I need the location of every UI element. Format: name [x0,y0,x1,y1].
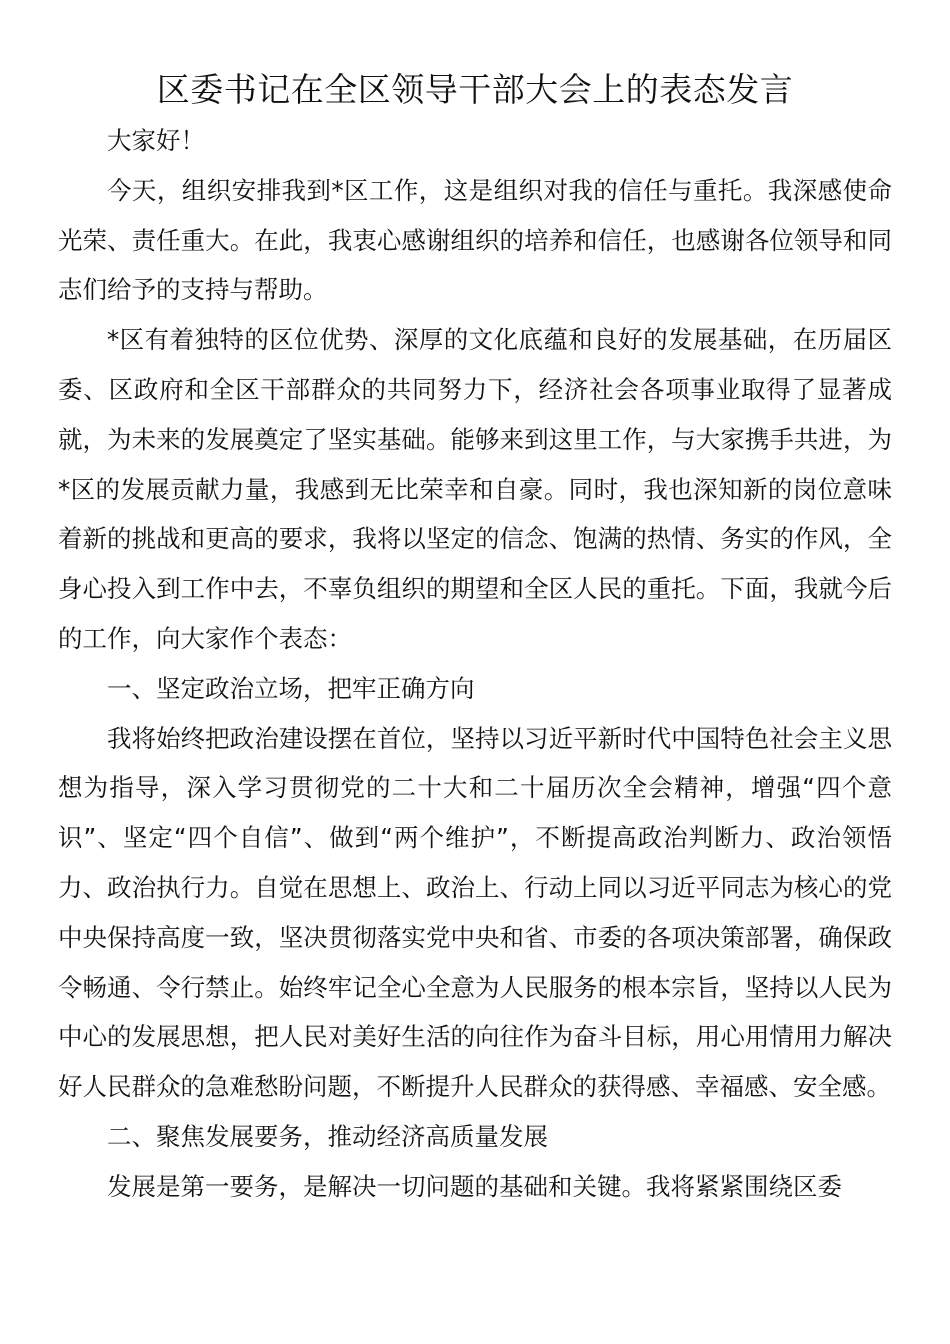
section-2-body: 发展是第一要务，是解决一切问题的基础和关键。我将紧紧围绕区委 [107,1171,842,1201]
intro-paragraph-2: *区有着独特的区位优势、深厚的文化底蕴和良好的发展基础，在历届区委、区政府和全区干部群众的共同努力下，经济社会各项事业取得了显著成就，为未来的发展奠定了坚实基础。能够来到这里工作，与大家携手共进，为*区的发展贡献力量，我感到无比荣幸和自豪。同时，我也深知新的岗位意味着新的挑战和更高的要求，我将以坚定的信念、饱满的热情、务实的作风，全身心投入到工作中去，不辜负组织的期望和全区人民的重托。下面，我就今后的工作，向大家作个表态： [58,325,892,653]
intro-paragraph-1: 今天，组织安排我到*区工作，这是组织对我的信任与重托。我深感使命光荣、责任重大。在此，我衷心感谢组织的培养和信任，也感谢各位领导和同志们给予的支持与帮助。 [58,175,892,305]
section-1-body: 我将始终把政治建设摆在首位，坚持以习近平新时代中国特色社会主义思想为指导，深入学习贯彻党的二十大和二十届历次全会精神，增强“四个意识”、坚定“四个自信”、做到“两个维护”，不断提高政治判断力、政治领悟力、政治执行力。自觉在思想上、政治上、行动上同以习近平同志为核心的党中央保持高度一致，坚决贯彻落实党中央和省、市委的各项决策部署，确保政令畅通、令行禁止。始终牢记全心全意为人民服务的根本宗旨，坚持以人民为中心的发展思想，把人民对美好生活的向往作为奋斗目标，用心用情用力解决好人民群众的急难愁盼问题，不断提升人民群众的获得感、幸福感、安全感。 [58,723,892,1102]
document-page [58,64,892,1212]
section-1-heading: 一、坚定政治立场，把牢正确方向 [107,673,475,703]
section-2-heading: 二、聚焦发展要务，推动经济高质量发展 [107,1121,548,1151]
greeting-line: 大家好！ [107,126,205,155]
document-title: 区委书记在全区领导干部大会上的表态发言 [156,70,794,109]
